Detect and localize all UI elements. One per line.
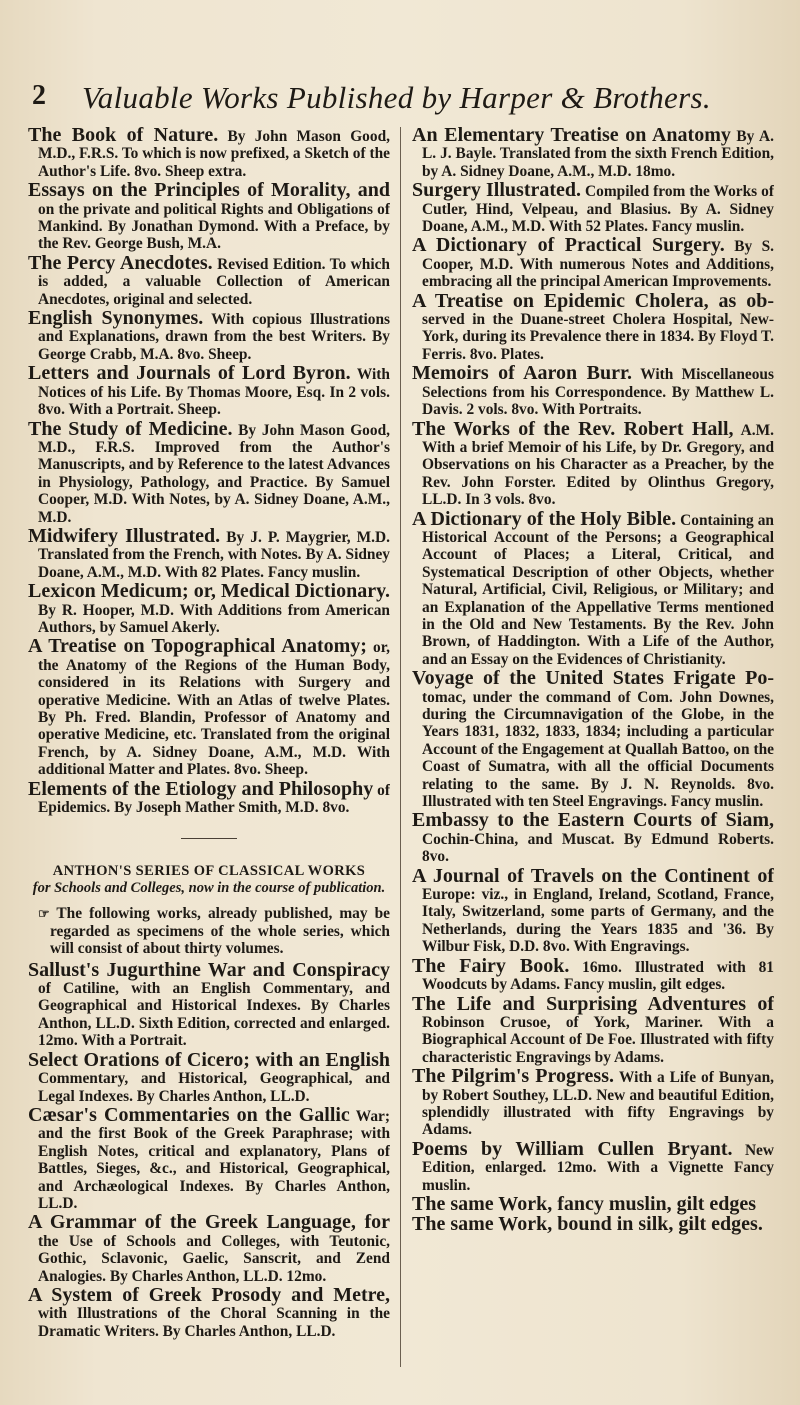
entry-title: Elements of the Etiology and Philosophy <box>28 777 374 800</box>
entry-title: The Percy Anecdotes. <box>28 251 213 274</box>
right-column <box>412 127 774 1387</box>
entry-description: Robinson Crusoe, of York, Mariner. With a Biographical Account of De Foe. Illustrated with fifty characteristic Engravings by Adams. <box>422 1013 774 1066</box>
entry-title: The Book of Nature. <box>28 127 219 146</box>
entry-title: The Fairy Book. <box>412 954 570 977</box>
entry-title: The Works of the Rev. Robert Hall, <box>412 417 734 440</box>
entry-description: with Illustrations of the Choral Scanning in the Dramatic Writers. By Charles Anthon, LL.D. <box>38 1305 390 1340</box>
catalog-entry <box>28 580 390 636</box>
entry-description: Europe: viz., in England, Ireland, Scotland, France, Italy, Switzerland, some parts of Germany, and the Netherlands, during the Years 1835 and '36. By Wilbur Fisk, D.D. 8vo. With Engravings. <box>422 886 774 956</box>
entry-description: With Notices of his Life. By Thomas Moore, Esq. In 2 vols. 8vo. With a Portrait. Sheep. <box>38 366 390 419</box>
catalog-entry <box>28 777 390 817</box>
entry-description: tomac, under the command of Com. John Downes, during the Circumnavigation of the Globe, in the Years 1831, 1832, 1833, 1834; including a particular Account of the Engagement at Quallah Battoo, on the Coast of Sumatra, with all the official Documents relating to the same. By J. N. Reynolds. 8vo. Illustrated with ten Steel Engravings. Fancy muslin. <box>422 688 774 811</box>
entry-title: Voyage of the United States Frigate Po- <box>412 667 774 690</box>
entry-description: War; and the first Book of the Greek Paraphrase; with English Notes, critical and explanatory, Plans of Battles, Sieges, &c., and Historical, Geographical, and Archæological Indexes. By Charles Anthon, LL.D. <box>38 1107 390 1212</box>
entry-title: The Life and Surprising Adventures of <box>412 992 774 1015</box>
catalog-entry <box>412 1192 774 1215</box>
catalog-entry <box>412 417 774 509</box>
entry-title: The Pilgrim's Progress. <box>412 1065 614 1088</box>
catalog-entry <box>28 1048 390 1105</box>
catalog-entry <box>28 127 390 180</box>
catalog-entry <box>412 1065 774 1139</box>
entry-title: A Journal of Travels on the Continent of <box>412 864 774 887</box>
entry-description: of Catiline, with an English Commentary, and Geographical and Historical Indexes. By Charles Anthon, LL.D. Sixth Edition, corrected and enlarged. 12mo. With a Portrait. <box>38 980 390 1050</box>
entry-description: A.M. With a brief Memoir of his Life, by Dr. Gregory, and Observations on his Character as a Preacher, by the Rev. John Forster. Edited by Olinthus Gregory, LL.D. In 3 vols. 8vo. <box>422 421 774 509</box>
entry-title: An Elementary Treatise on Anatomy <box>412 127 731 146</box>
section-rule <box>181 838 237 839</box>
two-column-text <box>28 127 776 1387</box>
entry-description: By J. P. Maygrier, M.D. Translated from the French, with Notes. By A. Sidney Doane, A.M., M.D. With 82 Plates. Fancy muslin. <box>38 528 390 581</box>
catalog-entry <box>412 1213 774 1236</box>
entry-title: Essays on the Principles of Morality, and <box>28 179 390 202</box>
entry-title: English Synonymes. <box>28 307 204 330</box>
catalog-entry <box>28 958 390 1050</box>
catalog-entry <box>412 1137 774 1194</box>
entry-description: Revised Edition. To which is added, a valuable Collection of American Anecdotes, original and selected. <box>38 255 390 308</box>
left-column <box>28 127 390 1387</box>
entry-description: By R. Hooper, M.D. With Additions from American Authors, by Samuel Akerly. <box>38 601 390 636</box>
catalog-entry <box>28 307 390 363</box>
column-divider <box>400 127 401 1367</box>
entry-description: Containing an Historical Account of the Persons; a Geographical Account of Places; a Literal, Critical, and Systematical Description of other Objects, whether Natural, Artificial, Civil, Religious, or Military; and an Explanation of the Appellative Terms mentioned in the Old and New Testaments. By the Rev. John Brown, of Haddington. With a Life of the Author, and an Essay on the Evidences of Christianity. <box>422 511 774 668</box>
entry-description: of Epidemics. By Joseph Mather Smith, M.D. 8vo. <box>38 781 390 817</box>
entry-description: By S. Cooper, M.D. With numerous Notes and Additions, embracing all the principal American Improvements. <box>422 238 774 291</box>
entry-description: served in the Duane-street Cholera Hospital, New-York, during its Prevalence there in 1834. By Floyd T. Ferris. 8vo. Plates. <box>422 311 774 363</box>
entry-description: New Edition, enlarged. 12mo. With a Vignette Fancy muslin. <box>422 1141 774 1194</box>
pointing-hand-icon: ☞ <box>38 906 50 922</box>
entry-title: Memoirs of Aaron Burr. <box>412 362 632 385</box>
catalog-entry <box>28 1283 390 1340</box>
page-header <box>32 80 782 116</box>
entry-title: A System of Greek Prosody and Metre, <box>28 1283 390 1306</box>
series-note <box>28 905 390 957</box>
entry-description: Commentary, and Historical, Geographical, and Legal Indexes. By Charles Anthon, LL.D. <box>38 1070 390 1105</box>
entry-description: With copious Illustrations and Explanations, drawn from the best Writers. By George Crabb, M.A. 8vo. Sheep. <box>38 311 390 363</box>
series-subheading: for Schools and Colleges, now in the course of publication. <box>32 880 386 897</box>
entry-description: or, the Anatomy of the Regions of the Human Body, considered in its Relations with Surgery and operative Medicine. With an Atlas of twelve Plates. By Ph. Fred. Blandin, Professor of Anatomy and operative Medicine, etc. Translated from the original French, by A. Sidney Doane, A.M., M.D. With additional Matter and Plates. 8vo. Sheep. <box>38 639 390 779</box>
catalog-entry <box>28 1211 390 1285</box>
entry-description: 16mo. Illustrated with 81 Woodcuts by Adams. Fancy muslin, gilt edges. <box>422 958 774 994</box>
entry-description: Cochin-China, and Muscat. By Edmund Roberts. 8vo. <box>422 830 774 866</box>
entry-title: Lexicon Medicum; or, Medical Dictionary. <box>28 580 390 603</box>
entry-description: With Miscellaneous Selections from his Correspondence. By Matthew L. Davis. 2 vols. 8vo. With Portraits. <box>422 366 774 419</box>
entry-title: A Dictionary of the Holy Bible. <box>412 507 677 530</box>
entry-description: the Use of Schools and Colleges, with Teutonic, Gothic, Sclavonic, Gaelic, Sanscrit, and Zend Analogies. By Charles Anthon, LL.D. 12mo. <box>38 1232 390 1285</box>
entry-title: Letters and Journals of Lord Byron. <box>28 362 351 385</box>
catalog-entry <box>412 127 774 180</box>
catalog-entry <box>28 179 390 253</box>
entry-title: Sallust's Jugurthine War and Conspiracy <box>28 958 390 981</box>
catalog-entry <box>28 524 390 581</box>
entry-description: on the private and political Rights and Obligations of Mankind. By Jonathan Dymond. With a Preface, by the Rev. George Bush, M.A. <box>38 200 390 253</box>
catalog-entry <box>412 809 774 866</box>
entry-title: The same Work, bound in silk, gilt edges. <box>412 1213 763 1236</box>
entry-title: Poems by William Cullen Bryant. <box>412 1137 733 1160</box>
catalog-entry <box>412 289 774 364</box>
series-note-text: The following works, already published, may be regarded as specimens of the whole series, which will consist of about thirty volumes. <box>50 905 390 958</box>
entry-title: Cæsar's Commentaries on the Gallic <box>28 1103 350 1126</box>
catalog-entry <box>28 251 390 308</box>
series-heading: ANTHON'S SERIES OF CLASSICAL WORKS <box>52 863 366 880</box>
catalog-entry <box>28 362 390 419</box>
catalog-entry <box>412 864 774 956</box>
catalog-entry <box>412 179 774 236</box>
entry-title: A Dictionary of Practical Surgery. <box>412 234 725 257</box>
entry-description: By John Mason Good, M.D., F.R.S. To which is now prefixed, a Sketch of the Author's Life. 8vo. Sheep extra. <box>38 128 390 180</box>
entry-title: Surgery Illustrated. <box>412 179 582 202</box>
entry-title: A Treatise on Epidemic Cholera, as ob- <box>412 289 774 312</box>
entry-description: Compiled from the Works of Cutler, Hind, Velpeau, and Blasius. By A. Sidney Doane, A.M., M.D. With 52 Plates. Fancy muslin. <box>422 183 774 236</box>
catalog-entry <box>412 362 774 419</box>
running-title: Valuable Works Published by Harper & Brothers. <box>82 80 711 115</box>
catalog-entry <box>412 667 774 811</box>
catalog-entry <box>28 1103 390 1212</box>
catalog-entry <box>412 954 774 994</box>
entry-title: Midwifery Illustrated. <box>28 524 221 547</box>
entry-title: The Study of Medicine. <box>28 417 233 440</box>
catalog-entry <box>412 992 774 1067</box>
catalog-entry <box>412 507 774 669</box>
catalog-entry <box>412 234 774 291</box>
catalog-entry <box>28 417 390 526</box>
entry-title: A Grammar of the Greek Language, for <box>28 1211 390 1234</box>
catalog-entry <box>28 635 390 779</box>
entry-title: Embassy to the Eastern Courts of Siam, <box>412 809 774 832</box>
entry-description: With a Life of Bunyan, by Robert Southey, LL.D. New and beautiful Edition, splendidly illustrated with fifty Engravings by Adams. <box>422 1069 774 1139</box>
page-number: 2 <box>32 80 46 111</box>
entry-title: Select Orations of Cicero; with an English <box>28 1048 390 1071</box>
entry-description: By John Mason Good, M.D., F.R.S. Improved from the Author's Manuscripts, and by Reference to the latest Advances in Physiology, Pathology, and Practice. By Samuel Cooper, M.D. With Notes, by A. Sidney Doane, A.M., M.D. <box>38 421 390 526</box>
entry-description: By A. L. J. Bayle. Translated from the sixth French Edition, by A. Sidney Doane, A.M., M.D. 18mo. <box>422 128 774 180</box>
entry-title: A Treatise on Topographical Anatomy; <box>28 635 367 658</box>
entry-title: The same Work, fancy muslin, gilt edges <box>412 1192 757 1215</box>
